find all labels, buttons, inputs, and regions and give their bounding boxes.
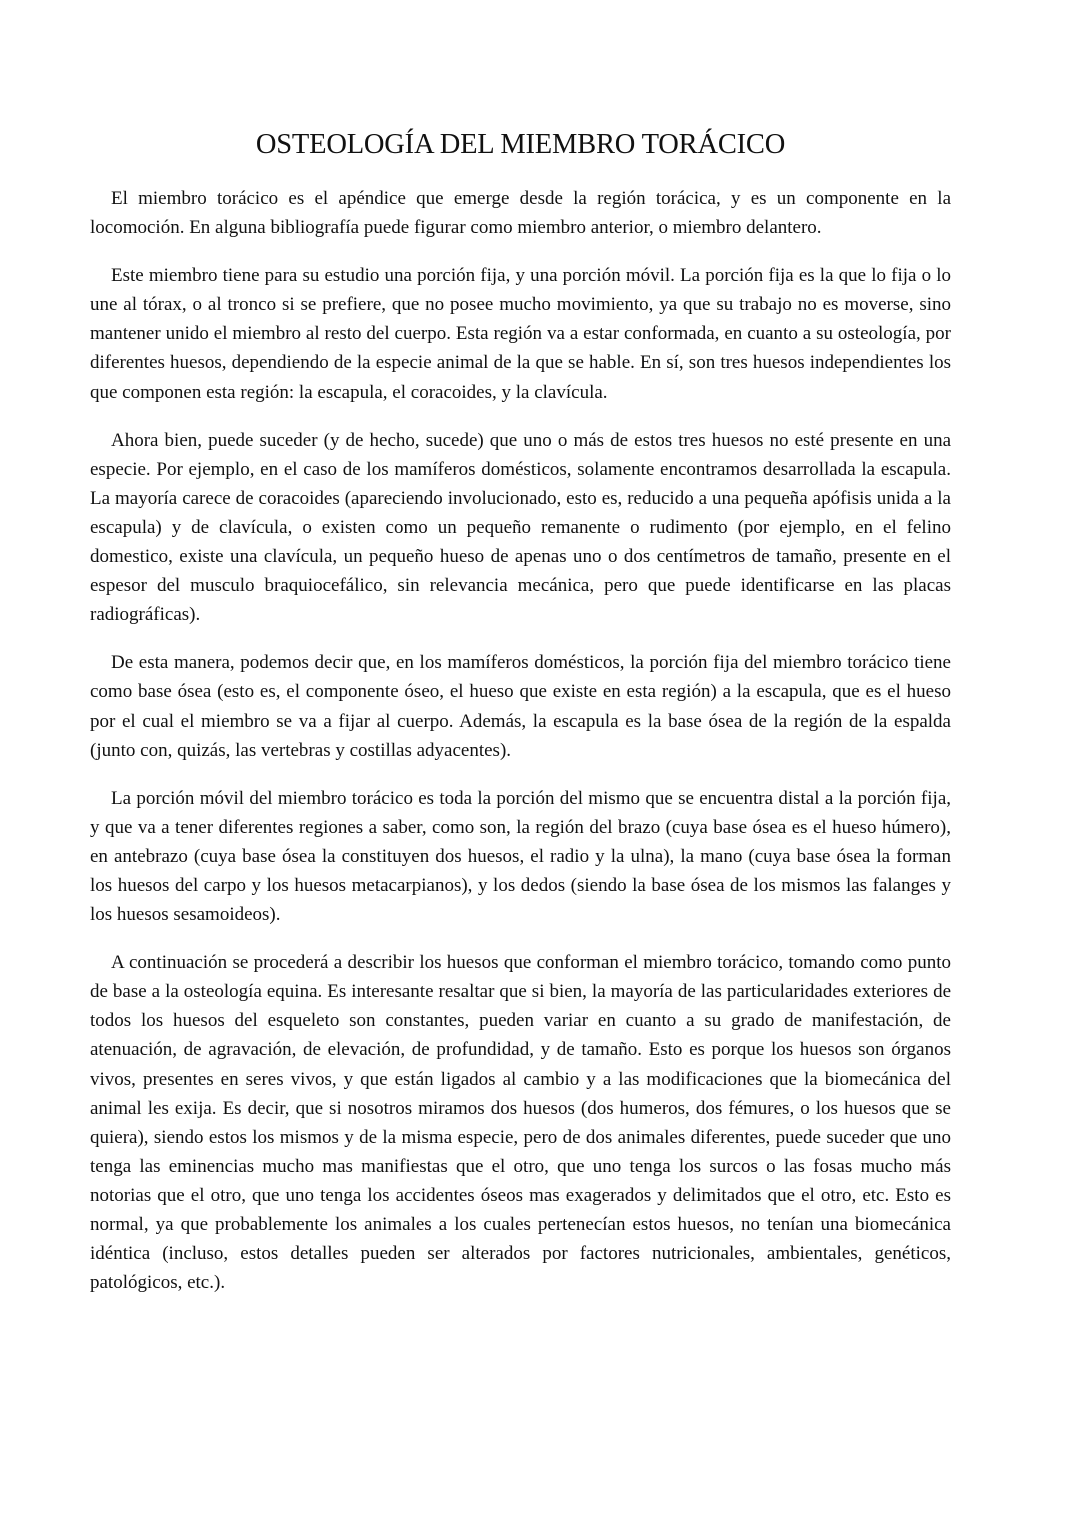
page-title: OSTEOLOGÍA DEL MIEMBRO TORÁCICO — [255, 129, 786, 160]
paragraph-3: Ahora bien, puede suceder (y de hecho, sucede) que uno o más de estos tres huesos no esté presente en una especie. Por ejemplo, en el caso de los mamíferos domésticos, solamente encontramos desarrollada la escapula. La mayoría carece de coracoides (apareciendo involucionado, esto es, reducido a una pequeña apófisis unida a la escapula) y de clavícula, o existen como un pequeño remanente o rudimento (por ejemplo, en el felino domestico, existe una clavícula, un pequeño hueso de apenas uno o dos centímetros de tamaño, presente en el espesor del musculo braquiocefálico, sin relevancia mecánica, pero que puede identificarse en las placas radiográficas). — [90, 429, 951, 626]
document-page — [90, 124, 951, 1316]
paragraph-5: La porción móvil del miembro torácico es toda la porción del mismo que se encuentra distal a la porción fija, y que va a tener diferentes regiones a saber, como son, la región del brazo (cuya base ósea es el hueso húmero), en antebrazo (cuya base ósea la constituyen dos huesos, el radio y la ulna), la mano (cuya base ósea la forman los huesos del carpo y los huesos metacarpianos), y los dedos (siendo la base ósea de los mismos las falanges y los huesos sesamoideos). — [90, 787, 951, 926]
paragraph-2: Este miembro tiene para su estudio una porción fija, y una porción móvil. La porción fija es la que lo fija o lo une al tórax, o al tronco si se prefiere, que no posee mucho movimiento, ya que su trabajo no es moverse, sino mantener unido el miembro al resto del cuerpo. Esta región va a estar conformada, en cuanto a su osteología, por diferentes huesos, dependiendo de la especie animal de la que se hable. En sí, son tres huesos independientes los que componen esta región: la escapula, el coracoides, y la clavícula. — [90, 265, 951, 403]
paragraph-1: El miembro torácico es el apéndice que emerge desde la región torácica, y es un componente en la locomoción. En alguna bibliografía puede figurar como miembro anterior, o miembro delantero. — [90, 188, 951, 239]
paragraph-6: A continuación se procederá a describir los huesos que conforman el miembro torácico, tomando como punto de base a la osteología equina. Es interesante resaltar que si bien, la mayoría de las particularidades exteriores de todos los huesos del esqueleto son constantes, pueden variar en cuanto a su grado de manifestación, de atenuación, de agravación, de elevación, de profundidad, y de tamaño. Esto es porque los huesos son órganos vivos, presentes en seres vivos, y que están ligados al cambio y a las modificaciones que la biomecánica del animal les exija. Es decir, que si nosotros miramos dos huesos (dos humeros, dos fémures, o los huesos que se quiera), siendo estos los mismos y de la misma especie, pero de dos animales diferentes, puede suceder que uno tenga las eminencias mucho mas manifiestas que el otro, que uno tenga los surcos o las fosas mucho más notorias que el otro, que uno tenga los accidentes óseos mas exagerados y delimitados que el otro, etc. Esto es normal, ya que probablemente los animales a los cuales pertenecían estos huesos, no tenían una biomecánica idéntica (incluso, estos detalles pueden ser alterados por factores nutricionales, ambientales, genéticos, patológicos, etc.). — [90, 952, 951, 1294]
paragraph-4: De esta manera, podemos decir que, en los mamíferos domésticos, la porción fija del miembro torácico tiene como base ósea (esto es, el componente óseo, el hueso que existe en esta región) a la escapula, que es el hueso por el cual el miembro se va a fijar al cuerpo. Además, la escapula es la base ósea de la región de la espalda (junto con, quizás, las vertebras y costillas adyacentes). — [90, 652, 951, 761]
